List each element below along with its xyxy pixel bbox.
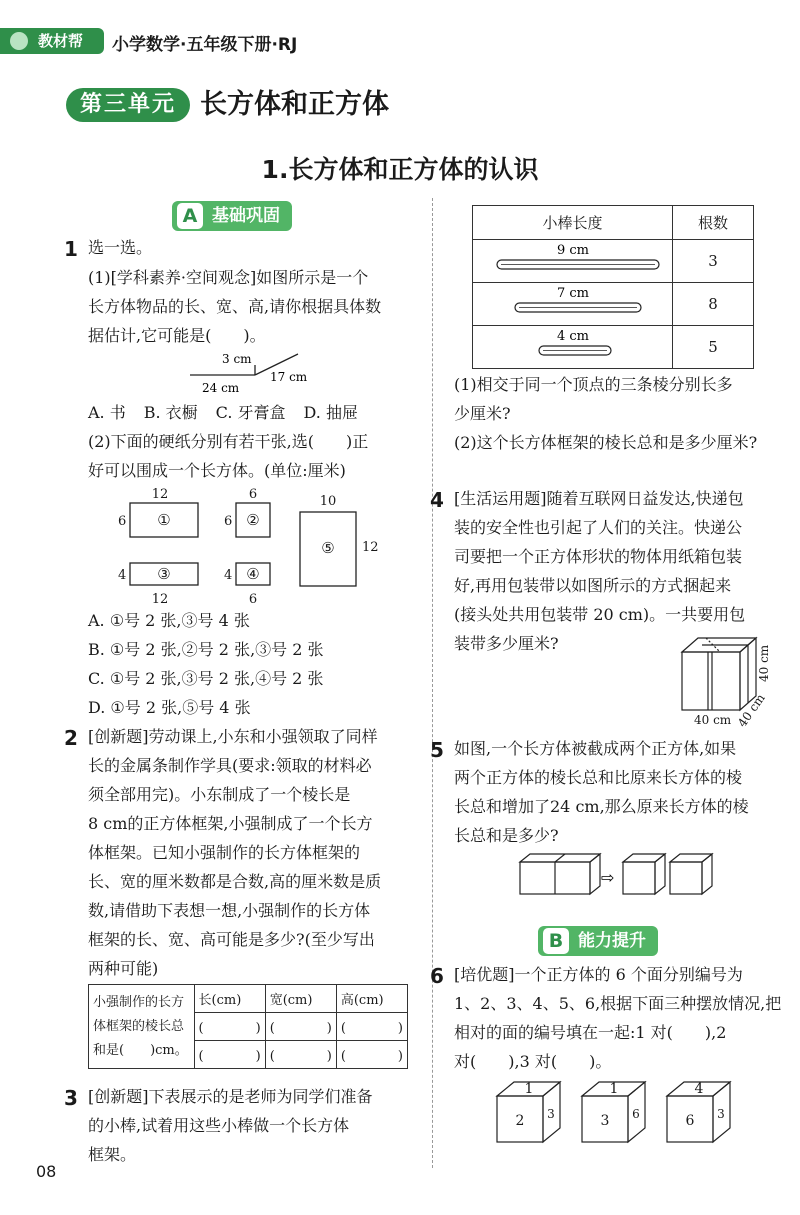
box-length-label: 40 cm: [694, 713, 732, 727]
q6-line: 1、2、3、4、5、6,根据下面三种摆放情况,把: [454, 994, 782, 1013]
q6-line[interactable]: 相对的面的编号填在一起:1 对( ),2: [454, 1023, 727, 1042]
q1-stem: 选一选。: [88, 238, 153, 257]
option-d[interactable]: D. 抽屉: [303, 403, 358, 422]
cuboid-side: [590, 854, 600, 894]
q2-left-line[interactable]: 和是( )cm。: [93, 1042, 188, 1058]
rod-row-cell: [473, 240, 673, 283]
shape4-bottom-label: 6: [248, 592, 258, 607]
q3-sub-line: 少厘米?: [454, 404, 511, 423]
q2-answer-cell[interactable]: ( ): [336, 1013, 407, 1041]
q6-text: [454, 960, 784, 1076]
cube1-front: 2: [515, 1113, 525, 1129]
rod-length-label: 7 cm: [556, 286, 589, 301]
section-a-badge: [172, 201, 292, 231]
rod-length-label: 4 cm: [556, 329, 589, 344]
q2-header-length: 长(cm): [194, 985, 265, 1013]
section-a-letter: A: [177, 203, 203, 229]
q6-number: 6: [430, 964, 444, 988]
q1-p1-line: 长方体物品的长、宽、高,请你根据具体数: [88, 297, 382, 316]
transform-arrow: ⇨: [601, 868, 615, 887]
shape4-id: ④: [246, 565, 260, 583]
rods-header-count: 根数: [673, 206, 754, 240]
q4-number: 4: [430, 488, 444, 512]
rods-header-length: 小棒长度: [473, 206, 673, 240]
rod-count: 3: [673, 240, 754, 283]
rod-length-label: 9 cm: [556, 243, 589, 258]
shape5-top-label: 10: [319, 494, 337, 509]
section-a-label: 基础巩固: [212, 206, 280, 226]
q3-line: 框架。: [88, 1145, 137, 1164]
rod-4cm: [475, 326, 671, 364]
q2-left-line: 体框架的棱长总: [93, 1018, 185, 1034]
q1-dimension-figure: [180, 350, 320, 395]
q2-left-line: 小强制作的长方: [93, 994, 185, 1010]
header-title: 小学数学·五年级下册·RJ: [112, 35, 298, 55]
option-c[interactable]: C. 牙膏盒: [215, 403, 286, 422]
section-b-letter: B: [543, 928, 569, 954]
rod-row-cell: [473, 326, 673, 369]
q5-number: 5: [430, 738, 444, 762]
q2-text: [88, 722, 423, 983]
section-b-badge: [538, 926, 658, 956]
q3-subquestions: [454, 370, 784, 457]
q2-answer-cell[interactable]: ( ): [265, 1041, 336, 1069]
option-c[interactable]: C. ①号 2 张,③号 2 张,④号 2 张: [88, 669, 324, 688]
q6-cubes-figure: [492, 1078, 762, 1148]
width-label: 17 cm: [270, 370, 308, 384]
cube1-top: 1: [524, 1081, 534, 1097]
q2-line: 长的金属条制作学具(要求:领取的材料必: [88, 756, 372, 775]
cube3-front: 6: [685, 1113, 695, 1129]
q1-part1: [88, 263, 423, 350]
q3-text: [88, 1082, 423, 1169]
shape2-top-label: 6: [248, 487, 258, 502]
q4-line: 装带多少厘米?: [454, 634, 559, 653]
cube2-right: 6: [632, 1107, 640, 1121]
shape1-id: ①: [157, 511, 171, 529]
shape1-top-label: 12: [151, 487, 169, 502]
q2-line: 8 cm的正方体框架,小强制成了一个长方: [88, 814, 373, 833]
page-number: 08: [36, 1162, 57, 1181]
cube2-top: 1: [609, 1081, 619, 1097]
q1-p1-options: [88, 398, 423, 427]
unit-title: 长方体和正方体: [200, 89, 389, 120]
unit-badge: 第三单元: [66, 88, 190, 122]
q6-line[interactable]: 对( ),3 对( )。: [454, 1052, 612, 1071]
box-height-label: 40 cm: [757, 644, 771, 682]
q3-number: 3: [64, 1086, 78, 1110]
rod-7cm: [475, 283, 671, 321]
option-a[interactable]: A. 书: [88, 403, 126, 422]
shape5-side-label: 12: [362, 540, 379, 555]
q2-line: 两种可能): [88, 959, 159, 978]
shape2-side-label: 6: [224, 514, 233, 529]
header-tag: 教材帮: [0, 28, 104, 54]
cube3-top: 4: [694, 1081, 704, 1097]
cube-a-front: [623, 862, 655, 894]
q1-p2-line: 好可以围成一个长方体。(单位:厘米): [88, 461, 346, 480]
cube3-right: 3: [717, 1107, 725, 1121]
option-d[interactable]: D. ①号 2 张,⑤号 4 张: [88, 698, 251, 717]
q4-line: 好,再用包装带以如图所示的方式捆起来: [454, 576, 732, 595]
height-label: 3 cm: [222, 352, 252, 366]
q2-line: 框架的长、宽、高可能是多少?(至少写出: [88, 930, 375, 949]
rod-9cm: [475, 240, 671, 278]
shape2-id: ②: [246, 511, 260, 529]
q2-answer-cell[interactable]: ( ): [336, 1041, 407, 1069]
rod-count: 8: [673, 283, 754, 326]
q2-header-width: 宽(cm): [265, 985, 336, 1013]
lesson-title: 1.长方体和正方体的认识: [261, 155, 539, 184]
q2-line: 数,请借助下表想一想,小强制作的长方体: [88, 901, 371, 920]
rod-row-cell: [473, 283, 673, 326]
q4-package-figure: [672, 632, 784, 732]
q5-line: 两个正方体的棱长总和比原来长方体的棱: [454, 768, 743, 787]
q2-line: 体框架。已知小强制作的长方体框架的: [88, 843, 361, 862]
q4-line: 装的安全性也引起了人们的关注。快递公: [454, 518, 743, 537]
q2-answer-cell[interactable]: ( ): [265, 1013, 336, 1041]
option-a[interactable]: A. ①号 2 张,③号 4 张: [88, 611, 250, 630]
cube-b-front: [670, 862, 702, 894]
shape4-side-label: 4: [224, 568, 233, 583]
cube2-front: 3: [600, 1113, 610, 1129]
q1-p1-line: (1)[学科素养·空间观念]如图所示是一个: [88, 268, 369, 287]
q5-cut-figure: [515, 850, 715, 898]
q5-line: 长总和增加了24 cm,那么原来长方体的棱: [454, 797, 749, 816]
q4-line: [生活运用题]随着互联网日益发达,快递包: [454, 489, 744, 508]
q1-p1-line: 据估计,它可能是( )。: [88, 326, 266, 345]
q2-answer-cell[interactable]: ( ): [194, 1013, 265, 1041]
q1-p2-options: [88, 606, 423, 722]
shape1-side-label: 6: [118, 514, 127, 529]
option-b[interactable]: B. 衣橱: [143, 403, 198, 422]
shape3-side-label: 4: [118, 568, 127, 583]
q2-answer-table: [88, 984, 408, 1069]
cube1-right: 3: [547, 1107, 555, 1121]
q2-table-left: [89, 985, 195, 1069]
q2-line: 长、宽的厘米数都是合数,高的厘米数是质: [88, 872, 382, 891]
shape3-bottom-label: 12: [151, 592, 169, 607]
q3-sub-line: (1)相交于同一个顶点的三条棱分别长多: [454, 375, 733, 394]
box-width-label: 40 cm: [734, 691, 768, 730]
q4-line: (接头处共用包装带 20 cm)。一共要用包: [454, 605, 746, 624]
q2-line: 须全部用完)。小东制成了一个棱长是: [88, 785, 351, 804]
q5-line: 长总和是多少?: [454, 826, 559, 845]
q1-number: 1: [64, 237, 78, 261]
q2-number: 2: [64, 726, 78, 750]
q3-line: 的小棒,试着用这些小棒做一个长方体: [88, 1116, 350, 1135]
q2-header-height: 高(cm): [336, 985, 407, 1013]
length-label: 24 cm: [202, 381, 240, 395]
q2-answer-cell[interactable]: ( ): [194, 1041, 265, 1069]
q3-line: [创新题]下表展示的是老师为同学们准备: [88, 1087, 373, 1106]
shape3-id: ③: [157, 565, 171, 583]
box-front: [682, 652, 740, 710]
q6-line: [培优题]一个正方体的 6 个面分别编号为: [454, 965, 743, 984]
q1-part2: [88, 427, 423, 485]
q3-sub-line: (2)这个长方体框架的棱长总和是多少厘米?: [454, 433, 758, 452]
q4-line: 司要把一个正方体形状的物体用纸箱包装: [454, 547, 743, 566]
column-divider: [432, 198, 433, 1168]
q3-rods-table: [472, 205, 754, 369]
rod-count: 5: [673, 326, 754, 369]
q5-text: [454, 734, 784, 850]
option-b[interactable]: B. ①号 2 张,②号 2 张,③号 2 张: [88, 640, 324, 659]
section-b-label: 能力提升: [578, 931, 646, 951]
q1-cardboard-figure: [110, 485, 390, 610]
shape5-id: ⑤: [321, 539, 335, 557]
q2-line: [创新题]劳动课上,小东和小强领取了同样: [88, 727, 378, 746]
q5-line: 如图,一个长方体被截成两个正方体,如果: [454, 739, 737, 758]
q1-p2-line: (2)下面的硬纸分别有若干张,选( )正: [88, 432, 369, 451]
